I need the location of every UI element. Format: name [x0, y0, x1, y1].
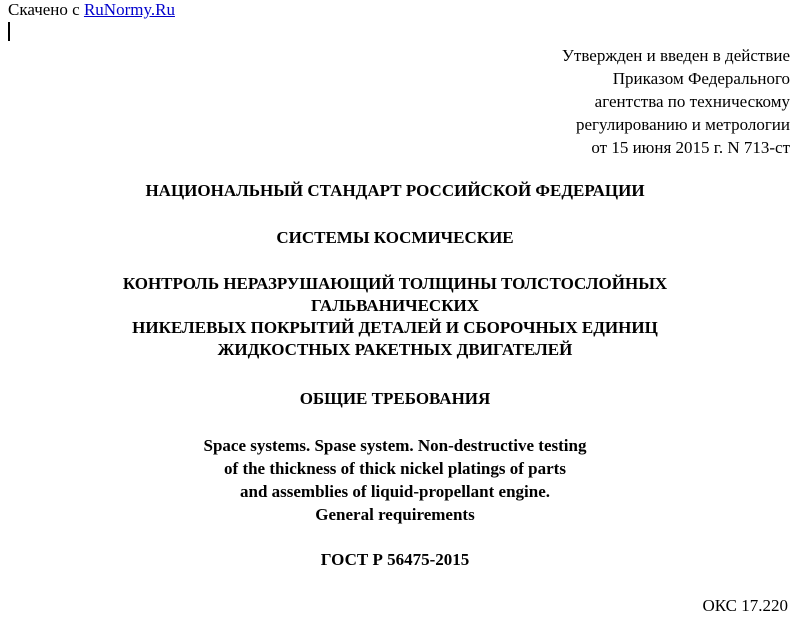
subject-line: НИКЕЛЕВЫХ ПОКРЫТИЙ ДЕТАЛЕЙ И СБОРОЧНЫХ ЕДИНИЦ — [132, 318, 658, 337]
english-title-line: of the thickness of thick nickel platings of parts — [224, 459, 566, 478]
english-title-block — [0, 434, 790, 526]
text-cursor — [8, 22, 10, 41]
source-link[interactable]: RuNormy.Ru — [83, 0, 175, 19]
subject-heading — [0, 273, 790, 361]
english-title-line: Space systems. Spase system. Non-destructive testing — [203, 436, 587, 455]
standard-type-heading: НАЦИОНАЛЬНЫЙ СТАНДАРТ РОССИЙСКОЙ ФЕДЕРАЦИИ — [145, 181, 645, 200]
subject-line: ЖИДКОСТНЫХ РАКЕТНЫХ ДВИГАТЕЛЕЙ — [217, 340, 573, 359]
approval-line: от 15 июня 2015 г. N 713-ст — [591, 138, 790, 157]
system-title-heading: СИСТЕМЫ КОСМИЧЕСКИЕ — [276, 228, 514, 247]
subject-line: ГАЛЬВАНИЧЕСКИХ — [310, 296, 480, 315]
approval-line: агентства по техническому — [594, 92, 790, 111]
english-title-line: and assemblies of liquid-propellant engine. — [240, 482, 550, 501]
subject-line: КОНТРОЛЬ НЕРАЗРУШАЮЩИЙ ТОЛЩИНЫ ТОЛСТОСЛОЙНЫХ — [122, 274, 668, 293]
gost-number: ГОСТ Р 56475-2015 — [320, 550, 470, 569]
source-prefix: Скачено с — [8, 0, 80, 19]
approval-line: Приказом Федерального — [612, 69, 790, 88]
source-line — [8, 0, 175, 20]
okc-code: ОКС 17.220 — [702, 596, 788, 615]
approval-line: Утвержден и введен в действие — [561, 46, 790, 65]
english-title-line: General requirements — [315, 505, 475, 524]
approval-line: регулированию и метрологии — [575, 115, 790, 134]
approval-block — [370, 44, 790, 159]
general-requirements-heading: ОБЩИЕ ТРЕБОВАНИЯ — [299, 389, 491, 408]
